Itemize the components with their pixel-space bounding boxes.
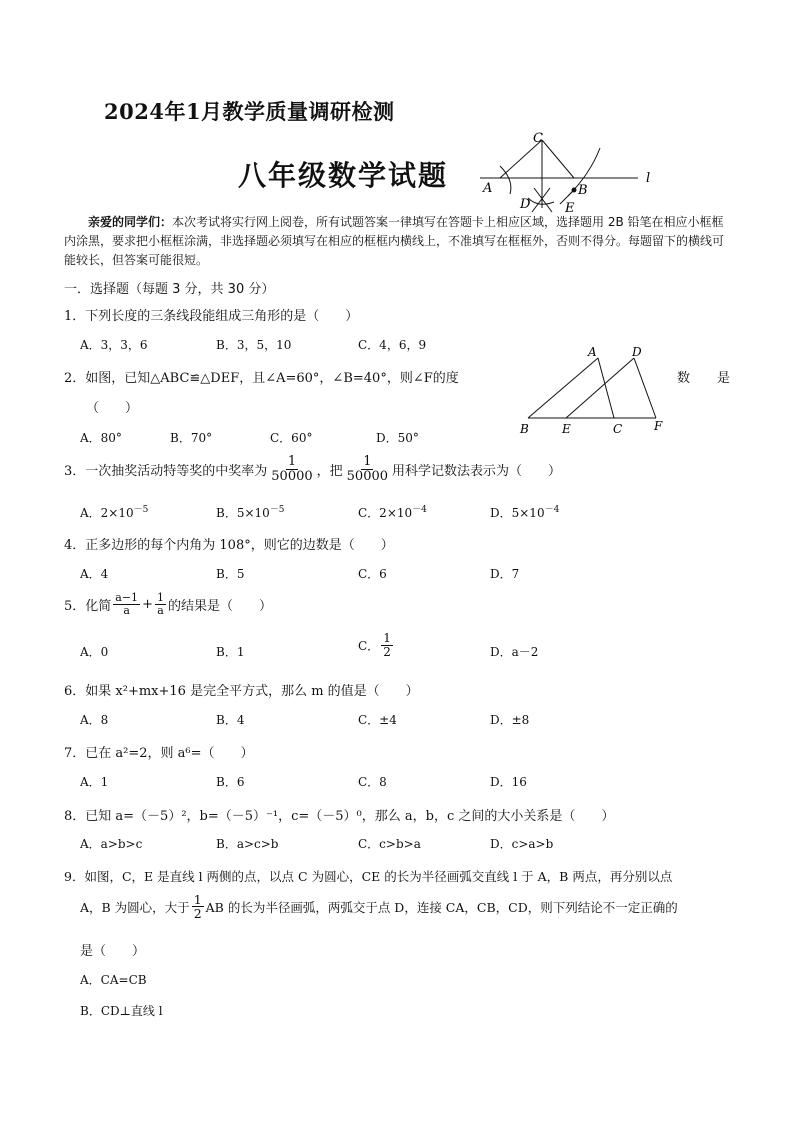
- q3-option-b-exp: －5: [269, 505, 285, 515]
- q1-stem: 1．下列长度的三条线段能组成三角形的是（ ）: [64, 309, 359, 324]
- q3-stem-c: 用科学记数法表示为（ ）: [392, 463, 562, 479]
- q4-option-c: C．6: [358, 567, 387, 581]
- notice-lead: 亲爱的同学们：: [88, 215, 173, 229]
- label-a: A: [588, 345, 597, 359]
- q3-option-a: A．$2\times 10^{-5}$: [80, 505, 149, 520]
- q9-half-fraction: [192, 893, 204, 920]
- q6-stem: 6．如果 x²+mx+16 是完全平方式，那么 m 的值是（ ）: [64, 684, 419, 699]
- label-l: l: [646, 171, 651, 186]
- q3-stem-a: 3．一次抽奖活动特等奖的中奖率为: [64, 463, 268, 479]
- q3-stem: [64, 455, 561, 483]
- q5-frac1-den: a: [123, 603, 130, 617]
- q5-c-den: 2: [383, 644, 391, 659]
- q9-stem-l2a: A，B 为圆心，大于: [80, 899, 190, 915]
- q8-option-d: D．c>a>b: [490, 837, 554, 851]
- q2-blank: （ ）: [86, 401, 139, 416]
- segment-df: [634, 358, 656, 418]
- label-c: C: [613, 422, 623, 436]
- q7-option-a: A．1: [80, 775, 109, 789]
- q5-stem-a: 5．化简: [64, 598, 112, 614]
- q8-option-a: A．a>b>c: [80, 837, 143, 851]
- q9-half-den: 2: [193, 906, 202, 922]
- triangle-figure: [516, 342, 676, 438]
- notice-body: 本次考试将实行网上阅卷，所有试题答案一律填写在答题卡上相应区域，选择题用 2B 铅笔在相应小框框内涂黑，要求把小框框涂满，非选择题必须填写在相应的框框内横线上，不准填写在框框外，否则不得分。每题留下的横线可能较长，但答案可能很短。: [64, 215, 725, 267]
- q5-option-c-fraction: [381, 632, 393, 658]
- q3-stem-b: ，把: [316, 463, 343, 479]
- q4-option-b: B．5: [216, 567, 245, 581]
- q2-option-c: C．60°: [270, 431, 313, 445]
- q7-option-b: B．6: [216, 775, 245, 789]
- label-d: D: [520, 197, 531, 212]
- q3-fraction-2: [345, 455, 390, 483]
- segment-ba: [528, 358, 598, 418]
- q7-option-c: C．8: [358, 775, 387, 789]
- q3-option-a-exp: －5: [133, 505, 149, 515]
- q5-option-c-label: C．: [358, 638, 380, 653]
- q6-option-c: C．±4: [358, 713, 397, 727]
- label-b: B: [520, 422, 529, 436]
- q5-c-num: 1: [383, 631, 391, 645]
- label-a: A: [483, 181, 493, 196]
- segment-cb: [542, 140, 574, 178]
- q5-stem-b: +: [142, 596, 153, 612]
- q7-stem: 7．已在 a²=2，则 a⁶=（ ）: [64, 746, 254, 761]
- q4-option-a: A．4: [80, 567, 109, 581]
- q5-stem-c: 的结果是（ ）: [167, 598, 272, 614]
- q3-fraction-1: [269, 455, 314, 483]
- q4-option-d: D．7: [490, 567, 520, 581]
- q1-option-a: A．3，3，6: [80, 338, 148, 352]
- q6-option-b: B．4: [216, 713, 245, 727]
- arc-d1: [528, 198, 554, 204]
- label-e: E: [565, 201, 575, 216]
- q3-frac1-num: 1: [287, 454, 297, 469]
- q5-option-a: A．0: [80, 645, 109, 659]
- q5-fraction-1: [113, 592, 140, 616]
- q9-stem-l2b: AB 的长为半径画弧，两弧交于点 D，连接 CA，CB，CD，则下列结论不一定正确的: [205, 899, 678, 915]
- exam-title: 2024年1月教学质量调研检测: [104, 99, 395, 124]
- q1-option-c: C．4，6，9: [358, 338, 427, 352]
- label-d: D: [632, 345, 642, 359]
- q6-option-a: A．8: [80, 713, 109, 727]
- q2-stem: 2．如图，已知△ABC≌△DEF，且∠A=60°，∠B=40°，则∠F的度: [64, 371, 459, 386]
- q7-option-d: D．16: [490, 775, 527, 789]
- q3-frac1-den: 50000: [271, 468, 313, 484]
- label-b: B: [578, 183, 588, 198]
- q5-stem: [64, 592, 272, 616]
- construction-figure: [470, 128, 670, 218]
- q3-frac2-num: 1: [363, 454, 372, 469]
- section-title: 一．选择题（每题 3 分，共 30 分）: [64, 282, 275, 297]
- q9-stem-line1: 9．如图，C，E 是直线 l 两侧的点，以点 C 为圆心，CE 的长为半径画弧交直线 l 于 A，B 两点，再分别以点: [64, 869, 673, 884]
- label-e: E: [562, 422, 571, 436]
- q5-option-b: B．1: [216, 645, 245, 659]
- arc-d2: [534, 188, 552, 212]
- q3-option-d: D．$5\times 10^{-4}$: [490, 505, 560, 520]
- q3-option-c-exp: －4: [412, 505, 427, 515]
- q3-option-d-exp: －4: [544, 505, 560, 515]
- q1-option-b: B．3，5，10: [216, 338, 292, 352]
- q3-frac2-den: 50000: [346, 468, 389, 484]
- q9-stem-line3: 是（ ）: [80, 944, 146, 959]
- q9-stem-line2: [80, 893, 678, 920]
- q2-stem-tail-2: 是: [717, 371, 731, 386]
- q5-option-d: D．a－2: [490, 645, 539, 659]
- q8-option-b: B．a>c>b: [216, 837, 279, 851]
- label-c: C: [533, 131, 543, 146]
- q2-stem-tail-1: 数: [677, 371, 691, 386]
- q4-stem: 4．正多边形的每个内角为 108°，则它的边数是（ ）: [64, 538, 394, 553]
- q6-option-d: D．±8: [490, 713, 530, 727]
- q5-frac1-num: a−1: [115, 591, 139, 604]
- q2-option-d: D．50°: [376, 431, 419, 445]
- q5-frac2-num: 1: [156, 591, 164, 604]
- q3-option-b: B．$5\times 10^{-5}$: [216, 505, 285, 520]
- q2-option-a: A．80°: [80, 431, 122, 445]
- q8-option-c: C．c>b>a: [358, 837, 421, 851]
- q9-half-num: 1: [193, 892, 202, 907]
- arc-d3: [532, 188, 550, 212]
- q3-option-c: C．$2\times 10^{-4}$: [358, 505, 427, 520]
- point-b: [572, 188, 577, 193]
- q5-fraction-2: [155, 592, 166, 616]
- q9-option-b: B．CD⊥直线 l: [80, 1004, 163, 1018]
- exam-subtitle: 八年级数学试题: [238, 159, 449, 192]
- q8-stem: 8．已知 a=（－5）²，b=（－5）⁻¹，c=（－5）⁰，那么 a，b，c 之间的大小关系是（ ）: [64, 809, 615, 824]
- q5-option-c: [358, 632, 395, 658]
- exam-notice: [64, 213, 734, 270]
- label-f: F: [654, 419, 663, 433]
- q2-option-b: B．70°: [170, 431, 213, 445]
- q9-option-a: A．CA=CB: [80, 973, 147, 987]
- q5-frac2-den: a: [157, 603, 164, 617]
